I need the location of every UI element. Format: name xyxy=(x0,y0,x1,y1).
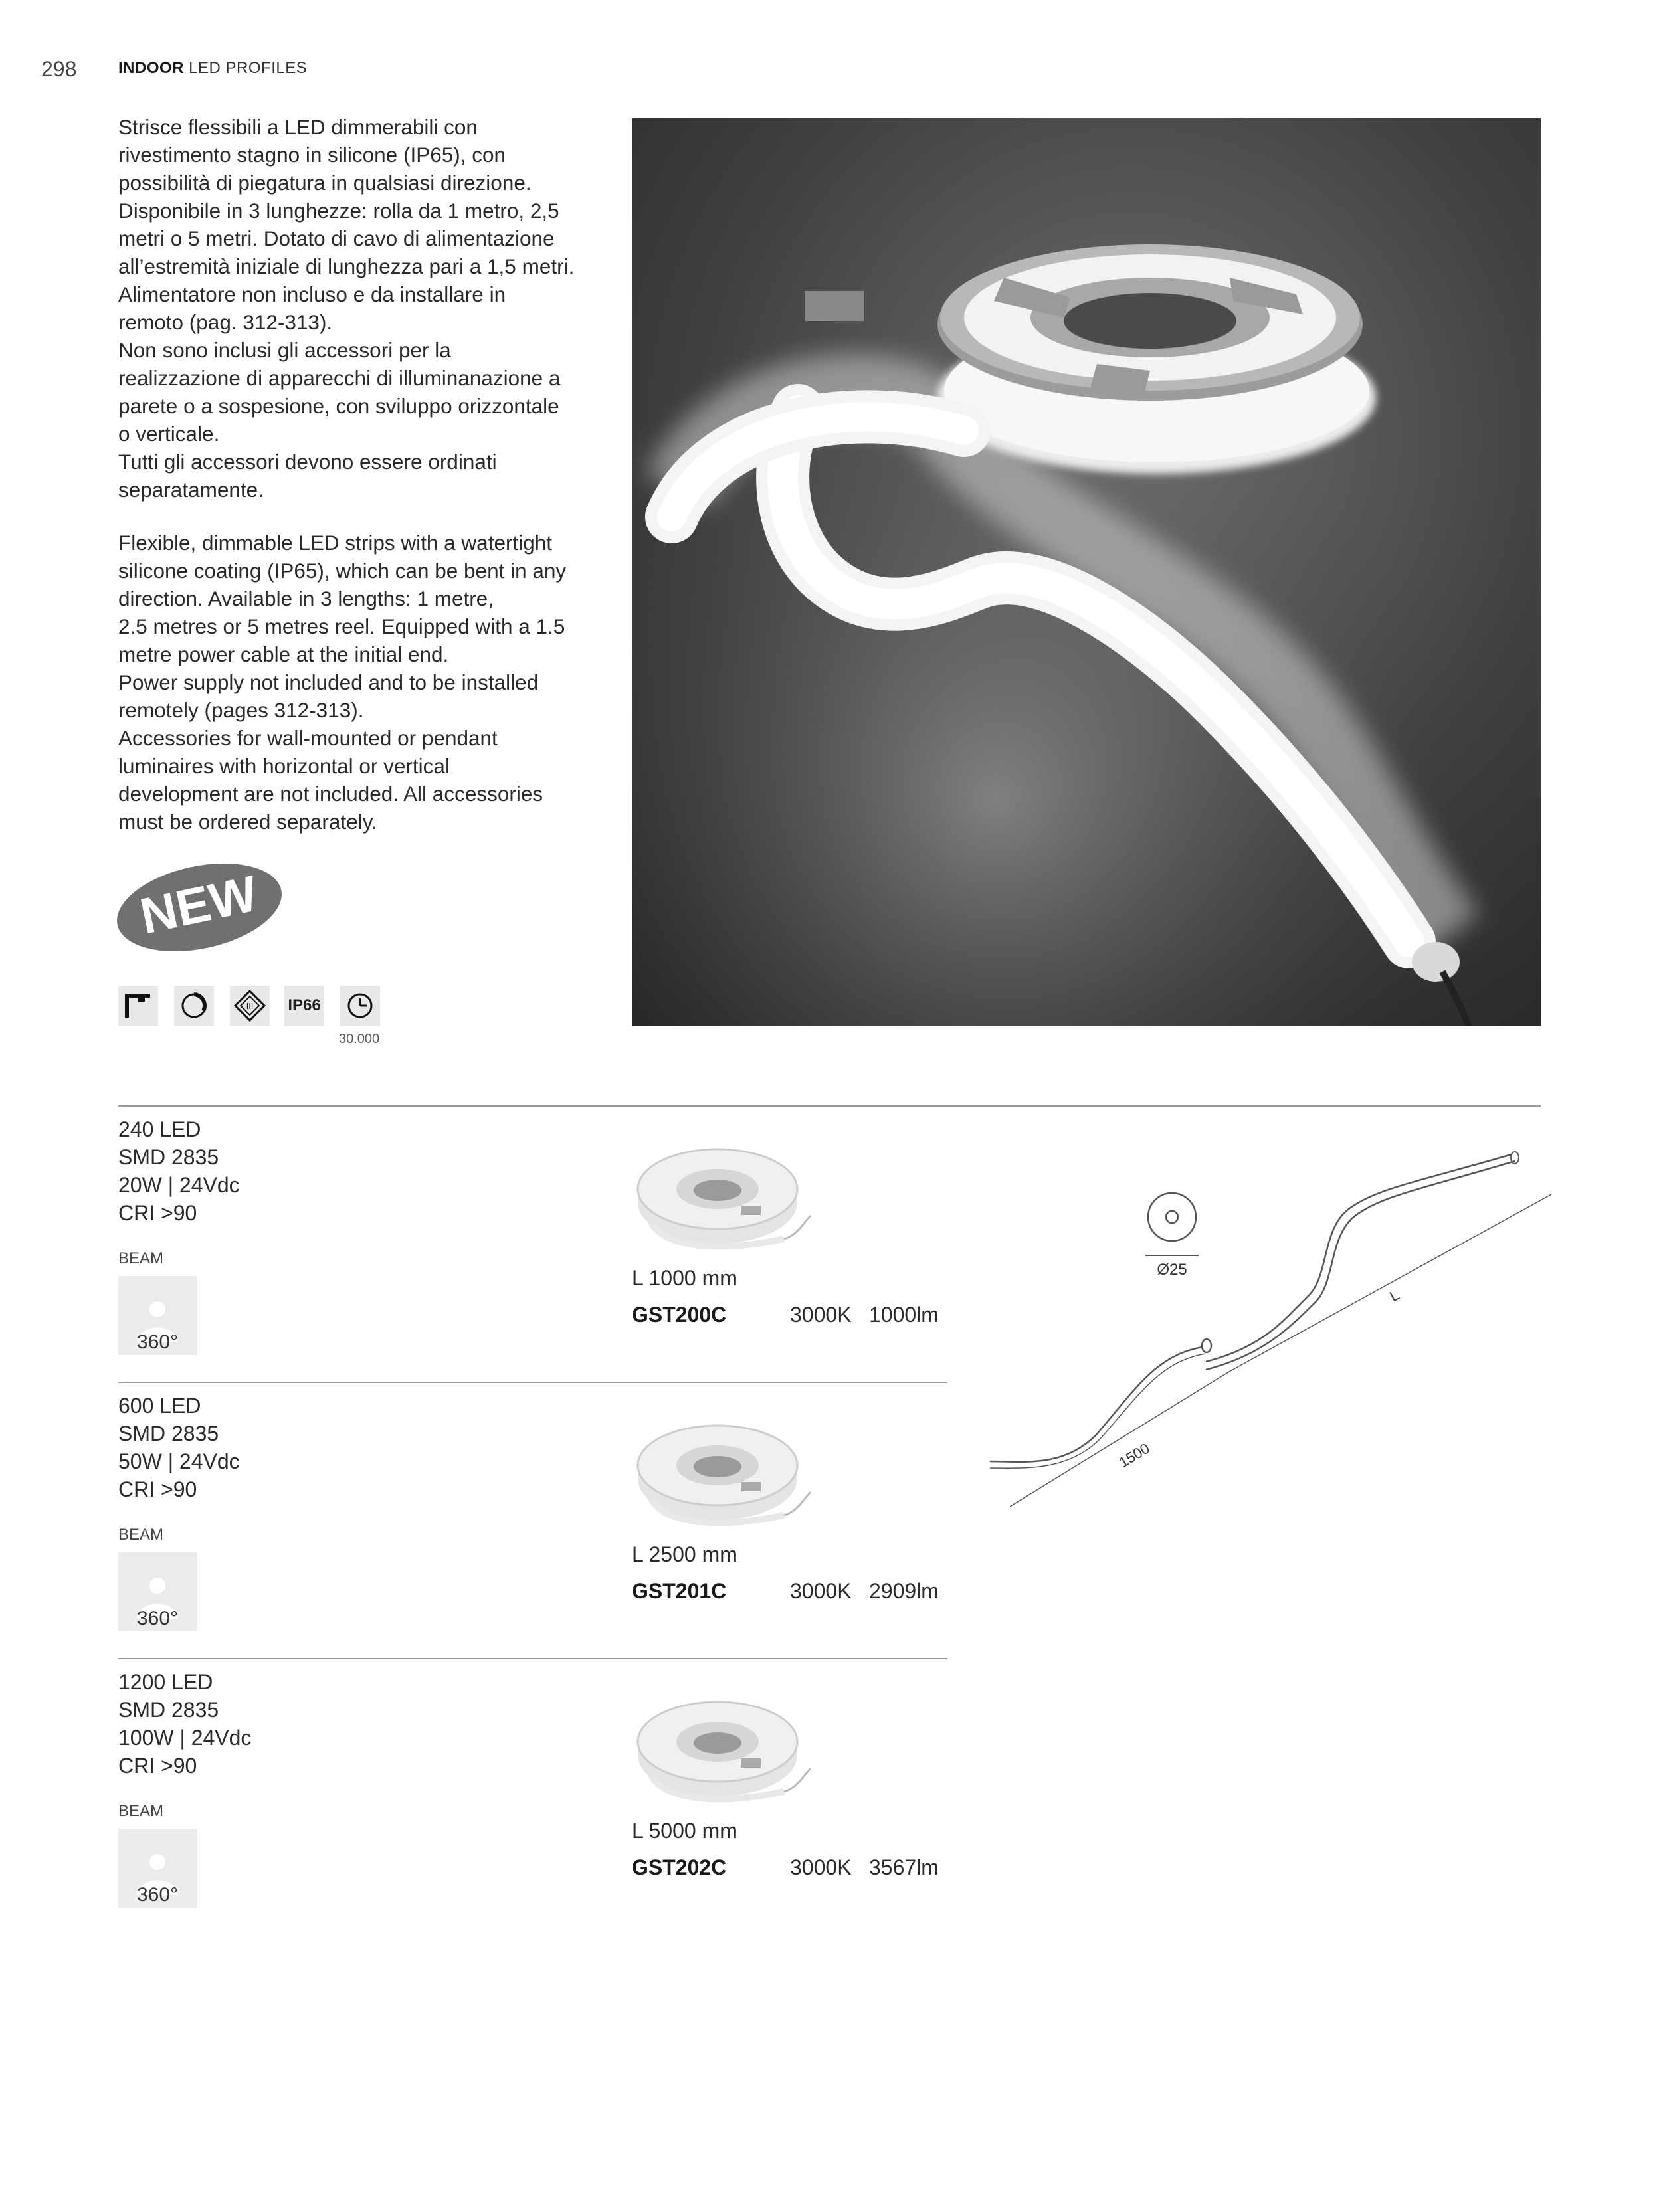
beam-label: BEAM xyxy=(118,1526,164,1544)
reel-product-image xyxy=(625,1675,817,1815)
power-rating: 100W | 24Vdc xyxy=(118,1726,252,1750)
product-code: GST200C xyxy=(632,1303,727,1327)
product-length: L 2500 mm xyxy=(632,1542,737,1566)
color-temperature: 3000K xyxy=(790,1855,852,1879)
power-rating: 20W | 24Vdc xyxy=(118,1173,240,1197)
luminous-flux: 2909lm xyxy=(869,1579,939,1603)
page-number: 298 xyxy=(41,57,77,81)
chip-type: SMD 2835 xyxy=(118,1422,219,1445)
beam-label: BEAM xyxy=(118,1249,164,1267)
beam-angle-icon xyxy=(118,1552,197,1631)
new-badge xyxy=(113,861,286,954)
luminous-flux: 3567lm xyxy=(869,1855,939,1879)
luminous-flux: 1000lm xyxy=(869,1303,939,1327)
section-bold: INDOOR xyxy=(118,59,184,77)
section-subtitle: LED PROFILES xyxy=(189,59,308,77)
product-specs xyxy=(118,1115,240,1227)
description-english: Flexible, dimmable LED strips with a watertight silicone coating (IP65), which can be bent in any direction. Available in 3 lengths: 1 metre, 2.5 metres or 5 metres reel. Equipped with a 1.5 metre power cable at the initial end. Power supply not included and to be installed remotely (pages 312-313). Accessories for wall-mounted or pendant luminaires with horizontal or vertical development are not included. All accessories must be ordered separately. xyxy=(118,531,567,834)
hero-product-photo xyxy=(632,118,1541,1026)
description-italian: Strisce flessibili a LED dimmerabili con rivestimento stagno in silicone (IP65), con possibilità di piegatura in qualsiasi direzione. Disponibile in 3 lunghezze: rolla da 1 metro, 2,5 metri o 5 metri. Dotato di cavo di alimentazione all’estremità iniziale di lunghezza pari a 1,5 metri. Alimentatore non incluso e da installare in remoto (pag. 312-313). Non sono inclusi gli accessori per la realizzazione di apparecchi di illuminanazione a parete o a sospesione, con sviluppo orizzontale o verticale. Tutti gli accessori devono essere ordinati separatamente. xyxy=(118,115,575,502)
product-length: L 1000 mm xyxy=(632,1266,737,1290)
technical-drawing xyxy=(983,1143,1555,1515)
beam-label: BEAM xyxy=(118,1802,164,1820)
beam-angle-value: 360° xyxy=(137,1608,179,1629)
dimmable-icon xyxy=(174,986,214,1026)
lifetime-icon xyxy=(340,986,380,1026)
section-title xyxy=(118,59,307,78)
product-specs xyxy=(118,1668,251,1780)
cri-value: CRI >90 xyxy=(118,1477,197,1501)
chip-type: SMD 2835 xyxy=(118,1145,219,1169)
divider xyxy=(118,1382,947,1383)
beam-angle-icon xyxy=(118,1829,197,1908)
led-count: 240 LED xyxy=(118,1117,201,1141)
reel-product-image xyxy=(625,1123,817,1262)
beam-angle-value: 360° xyxy=(137,1331,179,1353)
new-badge-text: NEW xyxy=(135,865,262,945)
color-temperature: 3000K xyxy=(790,1303,852,1327)
beam-angle-icon xyxy=(118,1276,197,1355)
svg-text:III: III xyxy=(246,1001,254,1011)
power-rating: 50W | 24Vdc xyxy=(118,1449,240,1473)
chip-type: SMD 2835 xyxy=(118,1698,219,1722)
product-code: GST201C xyxy=(632,1579,727,1603)
class-iii-icon xyxy=(230,986,270,1026)
reel-product-image xyxy=(625,1399,817,1538)
color-temperature: 3000K xyxy=(790,1579,852,1603)
wall-mount-icon xyxy=(118,986,158,1026)
product-specs xyxy=(118,1392,240,1503)
diameter-label: Ø25 xyxy=(1157,1261,1187,1279)
led-count: 600 LED xyxy=(118,1394,201,1418)
ip-rating-icon: IP66 xyxy=(284,986,324,1026)
cri-value: CRI >90 xyxy=(118,1754,197,1778)
cable-length-label: 1500 xyxy=(1116,1439,1153,1471)
led-count: 1200 LED xyxy=(118,1670,213,1694)
divider xyxy=(118,1658,947,1659)
lifetime-hours: 30.000 xyxy=(339,1032,380,1046)
length-dimension-label: L xyxy=(1387,1286,1403,1305)
product-length: L 5000 mm xyxy=(632,1819,737,1843)
beam-angle-value: 360° xyxy=(137,1884,179,1906)
divider xyxy=(118,1105,1541,1107)
product-code: GST202C xyxy=(632,1855,727,1879)
cri-value: CRI >90 xyxy=(118,1201,197,1225)
